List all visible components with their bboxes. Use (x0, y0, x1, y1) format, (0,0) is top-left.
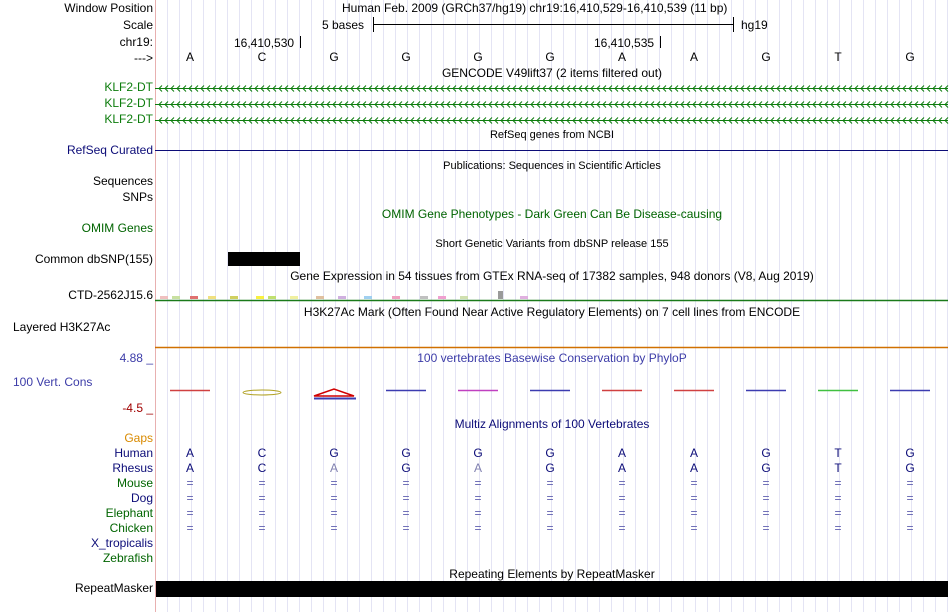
coord-label-1: 16,410,530 (234, 36, 295, 50)
repeatmasker-track-label[interactable]: RepeatMasker (74, 581, 153, 595)
phylop-track-label[interactable]: 100 Vert. Cons (13, 375, 93, 389)
multiz-base: A (473, 461, 482, 475)
reference-base: G (545, 50, 555, 64)
multiz-species-label[interactable]: Zebrafish (102, 551, 153, 565)
gtex-tissue-bar[interactable] (338, 296, 346, 299)
multiz-base: A (617, 446, 626, 460)
multiz-base: = (690, 491, 698, 505)
multiz-species-label[interactable]: X_tropicalis (90, 536, 153, 550)
multiz-base: A (185, 461, 194, 475)
multiz-base: = (618, 476, 626, 490)
reference-base: G (401, 50, 411, 64)
multiz-base: = (258, 506, 266, 520)
multiz-base: G (905, 446, 915, 460)
multiz-base: = (330, 491, 338, 505)
multiz-base: A (329, 461, 338, 475)
multiz-base: G (329, 446, 339, 460)
multiz-base: = (186, 476, 194, 490)
h3k27ac-track-title: H3K27Ac Mark (Often Found Near Active Regulatory Elements) on 7 cell lines from ENCODE (303, 305, 801, 319)
multiz-base: = (690, 521, 698, 535)
multiz-base: = (762, 521, 770, 535)
coord-label-2: 16,410,535 (594, 36, 655, 50)
multiz-species-label[interactable]: Chicken (109, 521, 153, 535)
reference-base: A (185, 50, 194, 64)
multiz-base: = (762, 476, 770, 490)
h3k27ac-track-label[interactable]: Layered H3K27Ac (13, 320, 111, 334)
multiz-base: = (474, 521, 482, 535)
multiz-base: = (906, 491, 914, 505)
multiz-species-label[interactable]: Rhesus (112, 461, 153, 475)
multiz-base: G (401, 461, 411, 475)
window-position-value: Human Feb. 2009 (GRCh37/hg19) chr19:16,410,529-16,410,539 (11 bp) (342, 1, 728, 15)
multiz-base: G (761, 446, 771, 460)
multiz-base: = (474, 476, 482, 490)
gtex-track-label[interactable]: CTD-2562J15.6 (68, 288, 153, 302)
gencode-track-title: GENCODE V49lift37 (2 items filtered out) (441, 66, 663, 80)
multiz-base: = (618, 521, 626, 535)
gtex-tissue-bar[interactable] (268, 296, 276, 299)
multiz-base: = (762, 491, 770, 505)
reference-base: C (257, 50, 267, 64)
gencode-item-label-1[interactable]: KLF2-DT (104, 80, 153, 94)
publications-track-title: Publications: Sequences in Scientific Articles (443, 160, 661, 172)
multiz-base: = (186, 491, 194, 505)
multiz-base: G (545, 446, 555, 460)
gtex-tissue-bar[interactable] (460, 296, 468, 299)
multiz-base: = (618, 491, 626, 505)
gtex-tissue-bar[interactable] (190, 296, 198, 299)
phylop-min-label: -4.5 _ (122, 401, 153, 415)
multiz-base: = (762, 506, 770, 520)
dbsnp-variant-block[interactable] (228, 252, 300, 266)
multiz-base: = (834, 506, 842, 520)
multiz-species-label[interactable]: Human (114, 446, 153, 460)
multiz-base: = (474, 506, 482, 520)
reference-base: T (834, 50, 842, 64)
multiz-base: G (401, 446, 411, 460)
multiz-base: = (906, 476, 914, 490)
multiz-base: A (185, 446, 194, 460)
multiz-base: = (330, 521, 338, 535)
multiz-base: = (402, 521, 410, 535)
dbsnp-track-title: Short Genetic Variants from dbSNP release 155 (435, 238, 669, 250)
multiz-base: = (258, 476, 266, 490)
multiz-base: = (546, 491, 554, 505)
multiz-base: = (546, 506, 554, 520)
gtex-tissue-bar[interactable] (316, 296, 324, 299)
multiz-base: G (473, 446, 483, 460)
gtex-tissue-bar[interactable] (498, 291, 503, 299)
dbsnp-track-label[interactable]: Common dbSNP(155) (34, 252, 153, 266)
reference-base: G (761, 50, 771, 64)
gtex-tissue-bar[interactable] (420, 296, 428, 299)
repeatmasker-track-title: Repeating Elements by RepeatMasker (449, 567, 655, 581)
multiz-gaps-label[interactable]: Gaps (124, 431, 153, 445)
multiz-base: T (834, 461, 842, 475)
scale-label: Scale (122, 18, 153, 32)
gtex-tissue-bar[interactable] (172, 296, 180, 299)
gtex-tissue-bar[interactable] (290, 296, 298, 299)
publications-label-snps[interactable]: SNPs (122, 190, 153, 204)
gencode-item-label-3[interactable]: KLF2-DT (104, 112, 153, 126)
multiz-base: G (905, 461, 915, 475)
strand-label: ---> (134, 51, 153, 65)
gtex-tissue-bar[interactable] (208, 296, 216, 299)
multiz-base: A (689, 461, 698, 475)
gtex-tissue-bar[interactable] (520, 296, 528, 299)
multiz-base: = (834, 521, 842, 535)
gtex-tissue-bar[interactable] (364, 296, 372, 299)
phylop-max-label: 4.88 _ (119, 351, 153, 365)
multiz-base: = (906, 506, 914, 520)
gtex-tissue-bar[interactable] (392, 296, 400, 299)
multiz-base: = (546, 476, 554, 490)
multiz-base: = (618, 506, 626, 520)
multiz-base: = (330, 506, 338, 520)
gtex-tissue-bar[interactable] (160, 296, 168, 299)
multiz-base: = (186, 506, 194, 520)
refseq-track-title: RefSeq genes from NCBI (489, 129, 615, 141)
multiz-base: C (257, 446, 267, 460)
multiz-base: T (834, 446, 842, 460)
multiz-base: = (258, 521, 266, 535)
multiz-base: = (834, 476, 842, 490)
multiz-base: = (546, 521, 554, 535)
multiz-base: = (186, 521, 194, 535)
multiz-base: = (258, 491, 266, 505)
reference-base: A (689, 50, 698, 64)
chrom-label: chr19: (119, 35, 153, 49)
reference-base: G (329, 50, 339, 64)
refseq-track-label[interactable]: RefSeq Curated (66, 143, 153, 157)
omim-track-title: OMIM Gene Phenotypes - Dark Green Can Be Disease-causing (381, 207, 723, 221)
gtex-tissue-bar[interactable] (438, 296, 446, 299)
multiz-base: A (617, 461, 626, 475)
multiz-base: = (402, 476, 410, 490)
window-position-label: Window Position (64, 1, 153, 15)
gtex-tissue-bar[interactable] (230, 296, 238, 299)
multiz-base: = (834, 491, 842, 505)
gencode-item-label-2[interactable]: KLF2-DT (104, 96, 153, 110)
multiz-base: = (474, 491, 482, 505)
multiz-base: A (689, 446, 698, 460)
multiz-base: G (545, 461, 555, 475)
multiz-species-label[interactable]: Mouse (116, 476, 153, 490)
multiz-base: = (690, 476, 698, 490)
multiz-base: = (906, 521, 914, 535)
multiz-base: = (690, 506, 698, 520)
multiz-base: C (257, 461, 267, 475)
phylop-track-title: 100 vertebrates Basewise Conservation by PhyloP (417, 351, 687, 365)
omim-track-label[interactable]: OMIM Genes (81, 221, 153, 235)
multiz-base: = (330, 476, 338, 490)
multiz-base: = (402, 491, 410, 505)
gtex-tissue-bar[interactable] (256, 296, 264, 299)
reference-base: A (617, 50, 626, 64)
publications-label-sequences[interactable]: Sequences (92, 174, 153, 188)
scale-assembly: hg19 (741, 18, 768, 32)
reference-base: G (905, 50, 915, 64)
gtex-track-title: Gene Expression in 54 tissues from GTEx RNA-seq of 17382 samples, 948 donors (V8, Aug 2019) (290, 269, 814, 283)
scale-value: 5 bases (322, 18, 365, 32)
multiz-track-title: Multiz Alignments of 100 Vertebrates (454, 417, 650, 431)
reference-base: G (473, 50, 483, 64)
multiz-base: = (402, 506, 410, 520)
multiz-species-label[interactable]: Elephant (105, 506, 153, 520)
multiz-species-label[interactable]: Dog (130, 491, 153, 505)
repeatmasker-element[interactable] (156, 581, 948, 597)
multiz-base: G (761, 461, 771, 475)
